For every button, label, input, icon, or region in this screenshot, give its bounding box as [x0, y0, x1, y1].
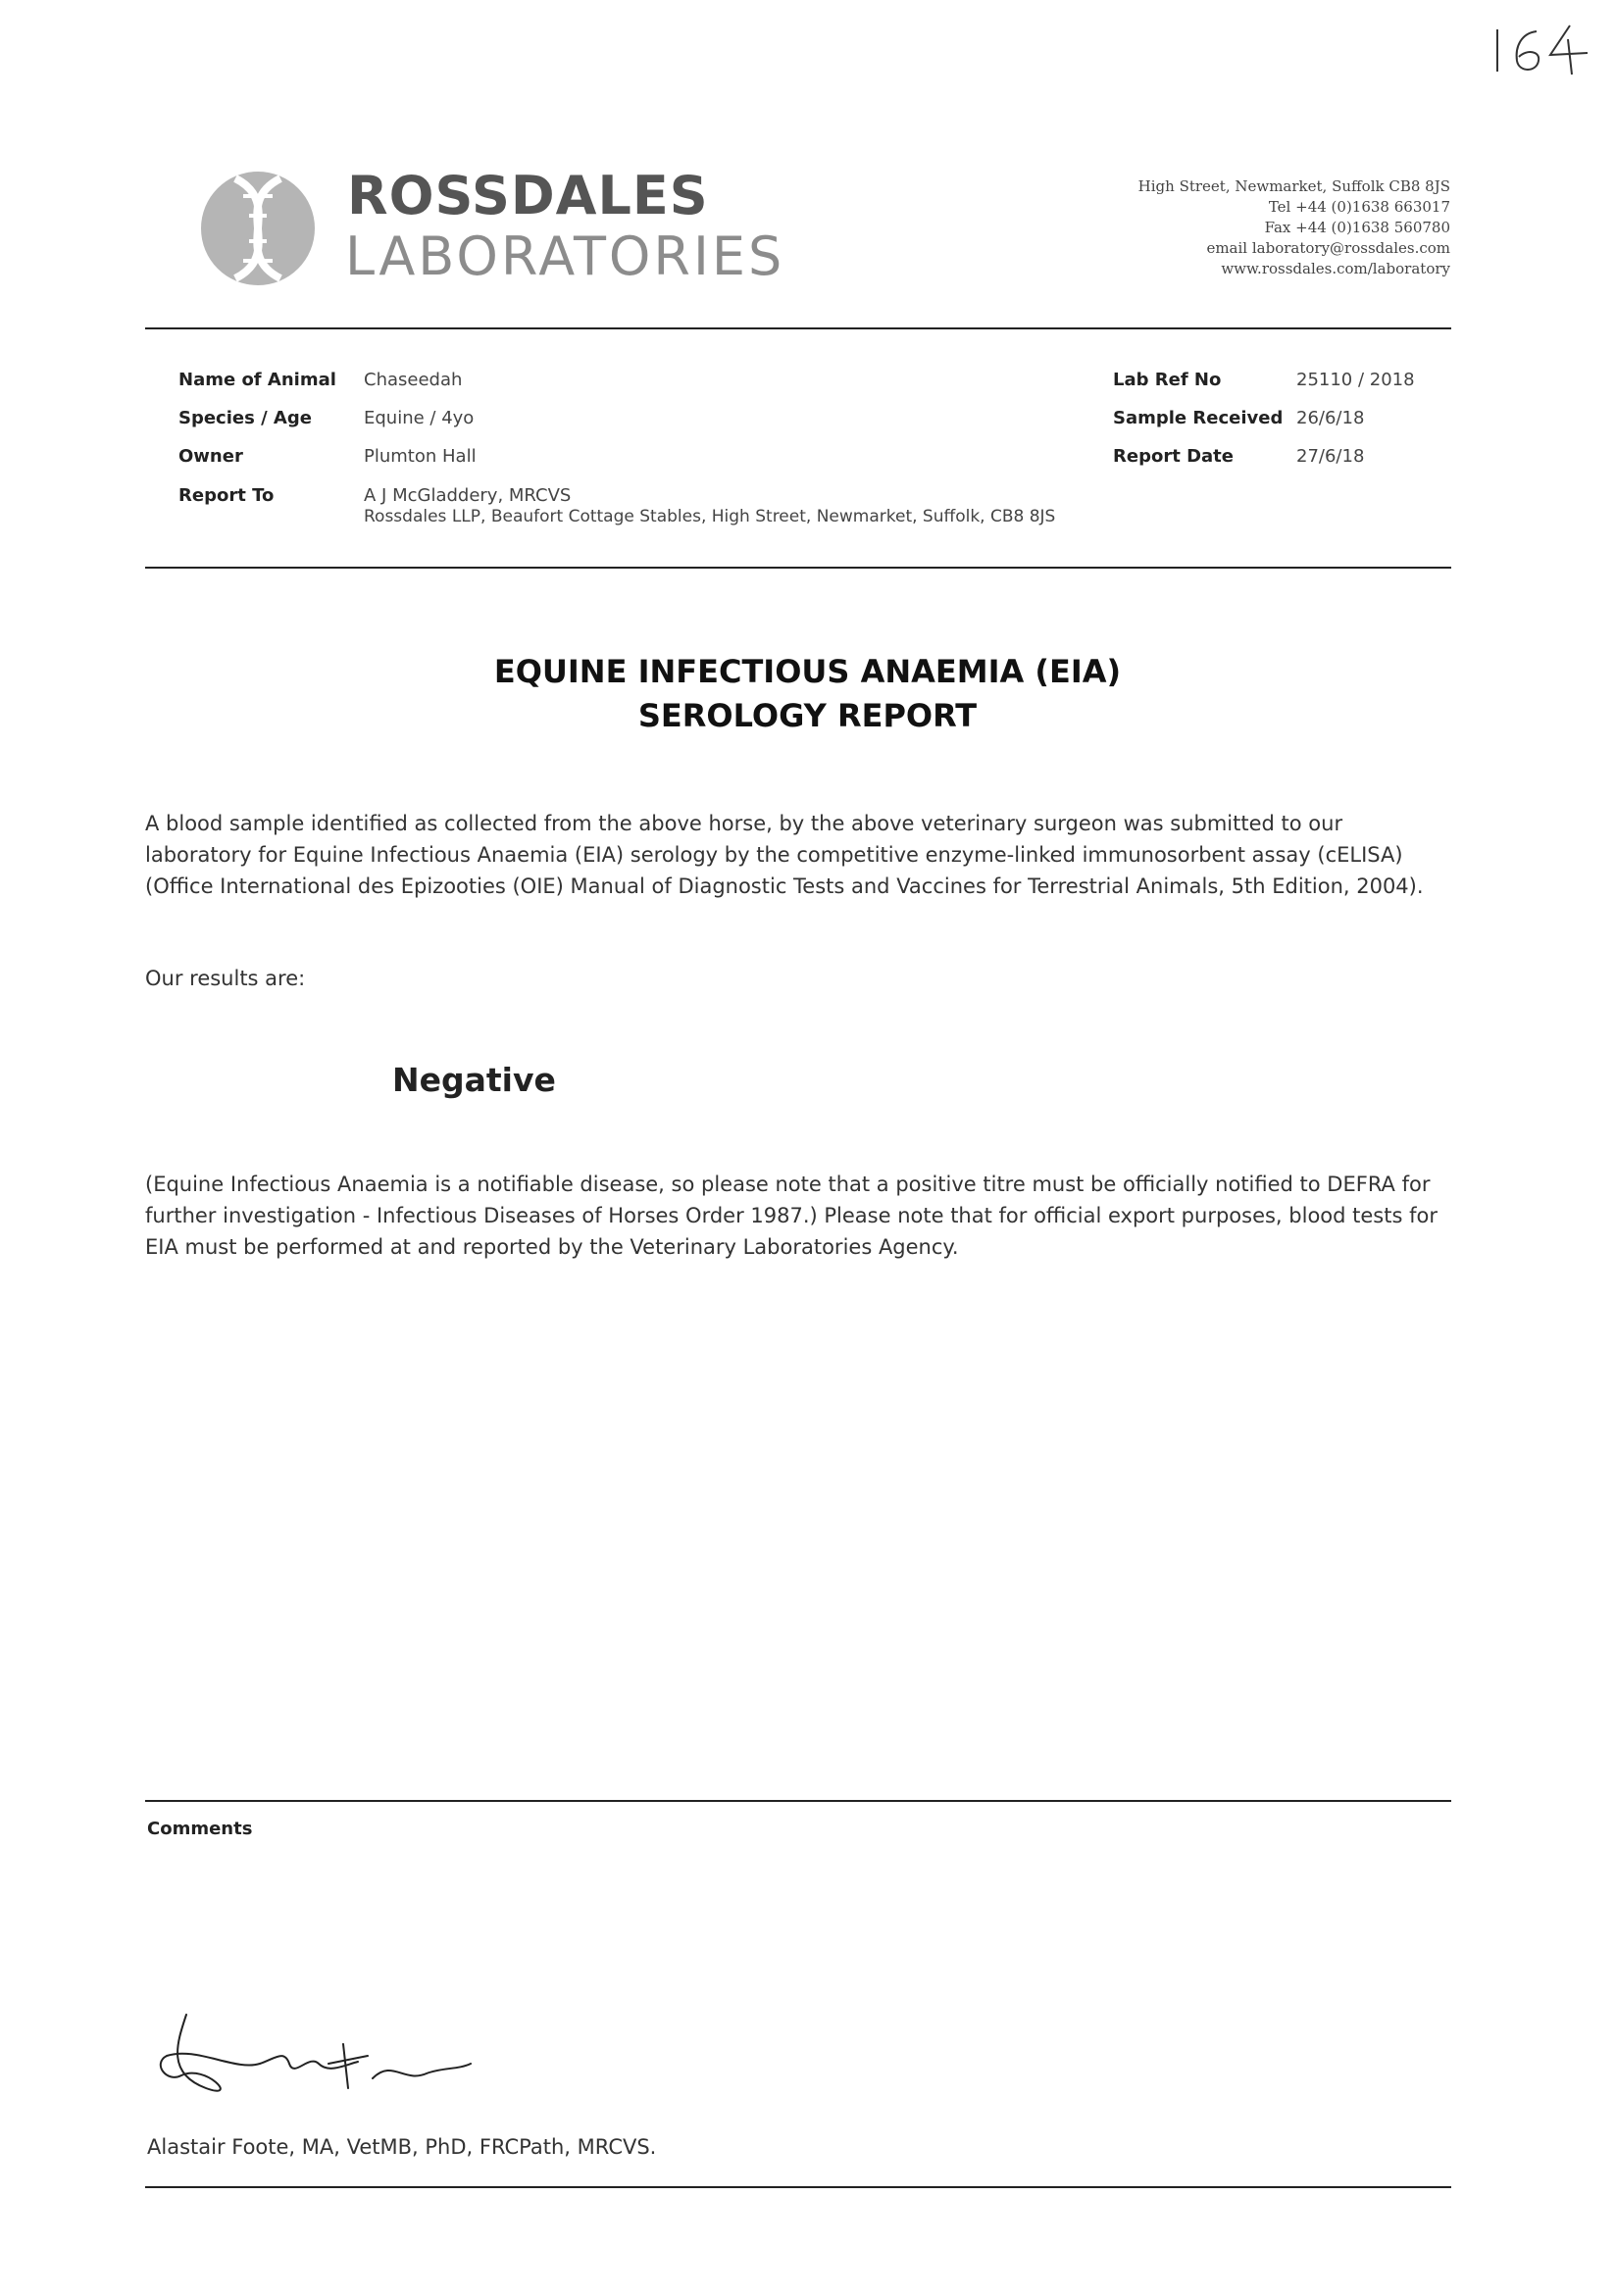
sample-received-value: 26/6/18: [1296, 408, 1365, 428]
signatory-name: Alastair Foote, MA, VetMB, PhD, FRCPath, MRCVS.: [147, 2135, 657, 2159]
report-title: EQUINE INFECTIOUS ANAEMIA (EIA): [493, 653, 1122, 690]
brand-name: ROSSDALES: [347, 165, 709, 226]
sample-received-label: Sample Received: [1113, 408, 1284, 428]
results-intro: Our results are:: [145, 967, 306, 990]
report-date-label: Report Date: [1113, 446, 1234, 467]
result-value: Negative: [392, 1061, 556, 1099]
animal-value: Chaseedah: [364, 370, 463, 390]
lab-address: [1138, 176, 1450, 279]
address-email[interactable]: email laboratory@rossdales.com: [1206, 239, 1450, 257]
header-divider: [145, 327, 1451, 329]
details-divider: [145, 567, 1451, 569]
address-fax: Fax +44 (0)1638 560780: [1264, 219, 1450, 236]
report-to-address: Rossdales LLP, Beaufort Cottage Stables, High Street, Newmarket, Suffolk, CB8 8JS: [364, 507, 1056, 526]
address-website[interactable]: www.rossdales.com/laboratory: [1221, 260, 1450, 277]
owner-label: Owner: [178, 446, 243, 467]
notifiable-note: (Equine Infectious Anaemia is a notifiable disease, so please note that a positive titre must be officially notified to DEFRA for further investigation - Infectious Diseases of Horses Order 1987.) Please note that for official export purposes, blood tests for EIA must be performed at and reported by the Veterinary Laboratories Agency.: [145, 1173, 1438, 1259]
lab-ref-label: Lab Ref No: [1113, 370, 1222, 390]
report-date-value: 27/6/18: [1296, 446, 1365, 467]
species-value: Equine / 4yo: [364, 408, 475, 428]
address-phone: Tel +44 (0)1638 663017: [1268, 198, 1450, 216]
owner-value: Plumton Hall: [364, 446, 477, 467]
comments-divider: [145, 1800, 1451, 1802]
report-to-name: A J McGladdery, MRCVS: [364, 485, 572, 506]
handwritten-page-number: [1486, 18, 1593, 76]
rossdales-logo-icon: [196, 167, 320, 290]
footer-divider: [145, 2186, 1451, 2188]
animal-label: Name of Animal: [178, 370, 336, 390]
intro-paragraph: A blood sample identified as collected from the above horse, by the above veterinary surgeon was submitted to our laboratory for Equine Infectious Anaemia (EIA) serology by the competitive enzyme-linked immunosorbent assay (cELISA) (Office International des Epizooties (OIE) Manual of Diagnostic Tests and Vaccines for Terrestrial Animals, 5th Edition, 2004).: [145, 812, 1424, 898]
report-to-label: Report To: [178, 485, 275, 506]
address-line: High Street, Newmarket, Suffolk CB8 8JS: [1137, 177, 1450, 195]
comments-label: Comments: [147, 1819, 253, 1839]
signature: [147, 2005, 520, 2113]
brand-subtitle: LABORATORIES: [345, 225, 785, 287]
species-label: Species / Age: [178, 408, 312, 428]
report-subtitle: SEROLOGY REPORT: [637, 697, 978, 734]
lab-ref-value: 25110 / 2018: [1296, 370, 1415, 390]
